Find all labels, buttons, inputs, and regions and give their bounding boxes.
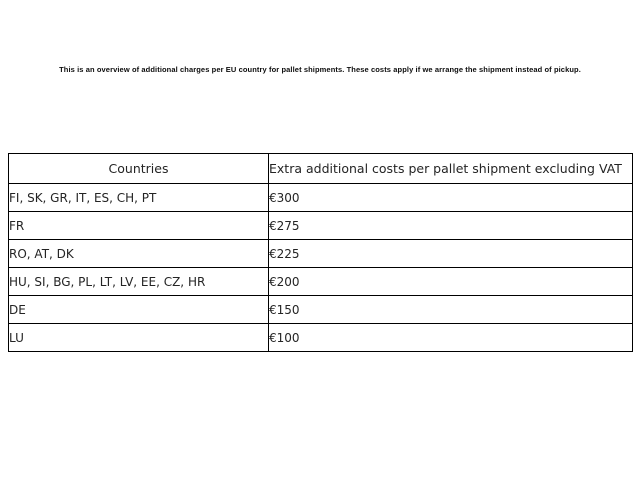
- countries-cell: HU, SI, BG, PL, LT, LV, EE, CZ, HR: [9, 268, 269, 296]
- cost-cell: €200: [269, 268, 633, 296]
- countries-cell: FI, SK, GR, IT, ES, CH, PT: [9, 184, 269, 212]
- cost-cell: €150: [269, 296, 633, 324]
- table-row: [9, 212, 633, 240]
- table-row: [9, 240, 633, 268]
- countries-cell: DE: [9, 296, 269, 324]
- countries-cell: FR: [9, 212, 269, 240]
- table-row: [9, 296, 633, 324]
- charges-table: [8, 153, 633, 352]
- column-header-costs: Extra additional costs per pallet shipment excluding VAT: [269, 154, 633, 184]
- table-row: [9, 184, 633, 212]
- countries-cell: RO, AT, DK: [9, 240, 269, 268]
- cost-cell: €275: [269, 212, 633, 240]
- cost-cell: €100: [269, 324, 633, 352]
- column-header-countries: Countries: [9, 154, 269, 184]
- cost-cell: €225: [269, 240, 633, 268]
- table-row: [9, 268, 633, 296]
- cost-cell: €300: [269, 184, 633, 212]
- page-description: This is an overview of additional charges per EU country for pallet shipments. These costs apply if we arrange the shipment instead of pickup.: [59, 65, 581, 74]
- countries-cell: LU: [9, 324, 269, 352]
- table-header-row: [9, 154, 633, 184]
- table-row: [9, 324, 633, 352]
